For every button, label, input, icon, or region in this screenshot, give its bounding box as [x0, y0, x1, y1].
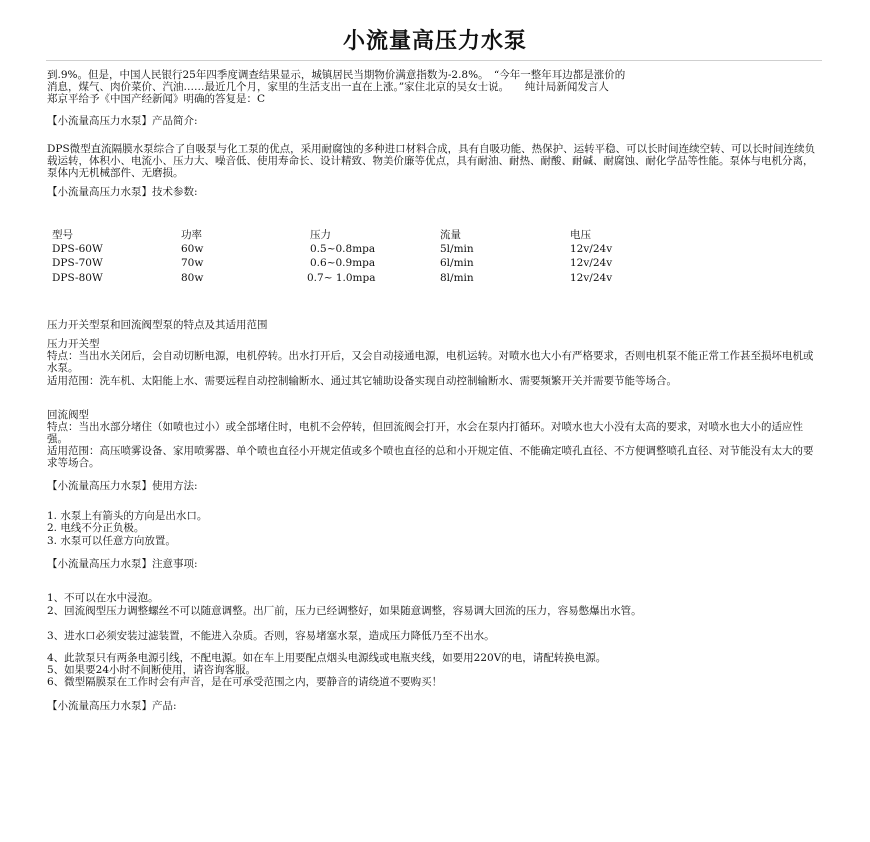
spec-cell: DPS-60W: [52, 243, 103, 255]
notes-item: 2、回流阀型压力调整螺丝不可以随意调整。出厂前，压力已经调整好，如果随意调整，容易调大回流的压力，容易憋爆出水管。: [47, 605, 642, 617]
switch-type-name: 压力开关型: [47, 338, 100, 350]
spec-cell: 0.7~ 1.0mpa: [307, 272, 376, 284]
spec-header-model: 型号: [52, 229, 73, 241]
spec-cell: 80w: [181, 272, 204, 284]
notes-item: 4、此款泵只有两条电源引线，不配电源。如在车上用要配点烟头电源线或电瓶夹线，如要用220V的电，请配转换电源。: [47, 652, 607, 664]
spec-cell: 12v/24v: [570, 257, 613, 269]
intro-body: DPS微型直流隔膜水泵综合了自吸泵与化工泵的优点，采用耐腐蚀的多种进口材料合成，具有自吸功能、热保护、运转平稳、可以长时间连续空转、可以长时间连续负载运转，体积小、电流小、压力大、噪音低、使用寿命长、设计精致、物美价廉等优点，具有耐油、耐热、耐酸、耐碱、耐腐蚀、耐化学品等性能。泵体与电机分离，泵体内无机械部件、无磨损。: [47, 143, 816, 179]
spec-cell: DPS-80W: [52, 272, 103, 284]
spec-cell: 8l/min: [440, 272, 474, 284]
reflux-type-name: 回流阀型: [47, 409, 89, 421]
spec-heading: 【小流量高压力水泵】技术参数:: [47, 186, 198, 198]
spec-cell: 12v/24v: [570, 272, 613, 284]
reflux-type-scope: 适用范围：高压喷雾设备、家用喷雾器、单个喷也直径小开规定值或多个喷也直径的总和小开规定值、不能确定喷孔直径、不方便调整喷孔直径、对节能没有太大的要求等场合。: [47, 445, 814, 469]
spec-cell: 0.5~0.8mpa: [310, 243, 376, 255]
notes-item: 3、进水口必须安装过滤装置，不能进入杂质。否则，容易堵塞水泵，造成压力降低乃至不出水。: [47, 630, 495, 642]
usage-item: 1. 水泵上有箭头的方向是出水口。: [47, 510, 208, 522]
usage-item: 2. 电线不分正负极。: [47, 522, 145, 534]
spec-cell: DPS-70W: [52, 257, 103, 269]
spec-cell: 0.6~0.9mpa: [310, 257, 376, 269]
page-title: 小流量高压力水泵: [342, 28, 527, 54]
reflux-type-feature: 特点：当出水部分堵住（如喷也过小）或全部堵住时，电机不会停转，但回流阀会打开，水会在泵内打循环。对喷水也大小没有太高的要求，对喷水也大小的适应性强。: [47, 421, 803, 445]
types-heading: 压力开关型泵和回流阀型泵的特点及其适用范围: [47, 319, 268, 331]
title-divider: [46, 60, 822, 61]
spec-cell: 60w: [181, 243, 204, 255]
spec-cell: 12v/24v: [570, 243, 613, 255]
spec-cell: 5l/min: [440, 243, 474, 255]
spec-header-voltage: 电压: [570, 229, 591, 241]
spec-header-pressure: 压力: [310, 229, 331, 241]
usage-heading: 【小流量高压力水泵】使用方法:: [47, 480, 198, 492]
intro-line-2: 消息，煤气、肉价菜价、汽油……最近几个月，家里的生活支出一直在上涨。”家住北京的吴女士说。 纯计局新闻发言人: [47, 81, 609, 93]
intro-line-1: 到.9%。但是，中国人民银行25年四季度调查结果显示，城镇居民当期物价满意指数为-2.8%。 “今年一整年耳边都是涨价的: [47, 69, 626, 81]
notes-heading: 【小流量高压力水泵】注意事项:: [47, 558, 198, 570]
intro-line-3: 郑京平给予《中国产经新闻》明确的答复是：C: [47, 93, 266, 105]
spec-cell: 6l/min: [440, 257, 474, 269]
product-heading: 【小流量高压力水泵】产品:: [47, 700, 177, 712]
notes-item: 6、微型隔膜泵在工作时会有声音，是在可承受范围之内，要静音的请绕道不要购买！: [47, 676, 443, 688]
spec-cell: 70w: [181, 257, 204, 269]
switch-type-scope: 适用范围：洗车机、太阳能上水、需要远程自动控制输断水、通过其它辅助设备实现自动控制输断水、需要频繁开关并需要节能等场合。: [47, 375, 677, 387]
intro-heading: 【小流量高压力水泵】产品简介:: [47, 115, 198, 127]
notes-item: 5、如果要24小时不间断使用，请咨询客服。: [47, 664, 257, 676]
spec-header-flow: 流量: [440, 229, 461, 241]
spec-header-power: 功率: [181, 229, 202, 241]
notes-item: 1、不可以在水中浸泡。: [47, 592, 159, 604]
switch-type-feature: 特点：当出水关闭后，会自动切断电源，电机停转。出水打开后，又会自动接通电源，电机运转。对喷水也大小有严格要求，否则电机泵不能正常工作甚至损坏电机或水泵。: [47, 350, 814, 374]
usage-item: 3. 水泵可以任意方向放置。: [47, 535, 176, 547]
